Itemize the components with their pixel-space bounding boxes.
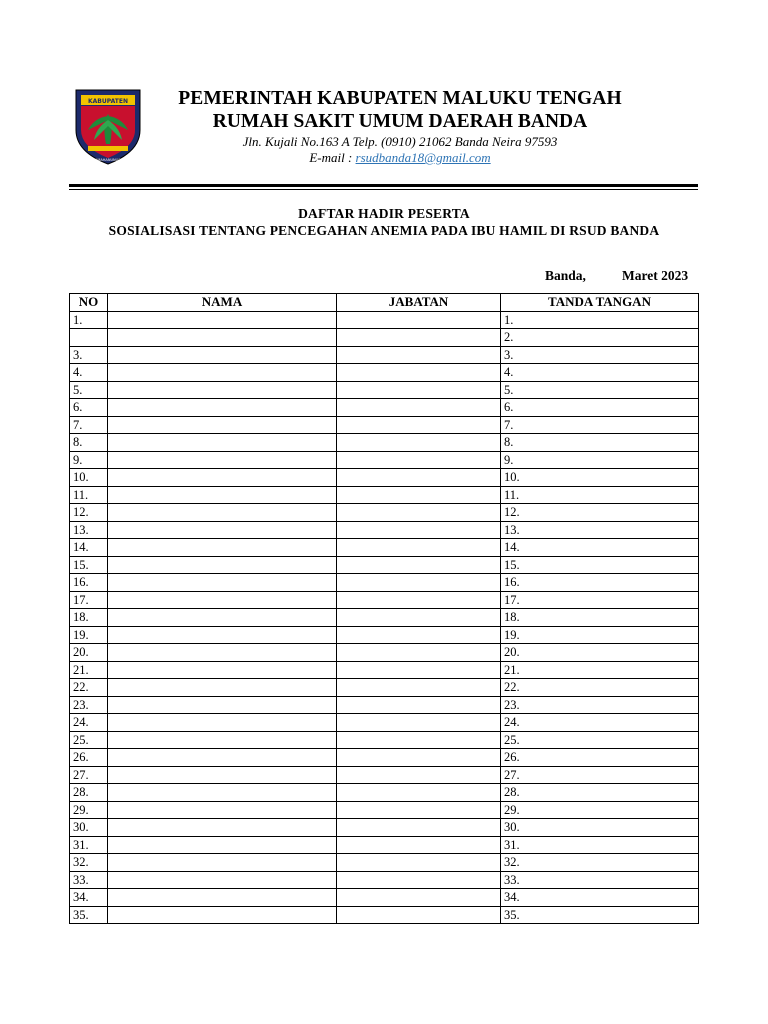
regency-emblem-logo [72, 86, 144, 166]
signature-cell[interactable]: 1. [501, 311, 699, 329]
signature-cell[interactable]: 12. [501, 504, 699, 522]
position-cell[interactable] [337, 364, 501, 382]
government-title: PEMERINTAH KABUPATEN MALUKU TENGAH [178, 88, 622, 109]
signature-cell[interactable]: 20. [501, 644, 699, 662]
table-row [70, 346, 699, 364]
position-cell[interactable] [337, 784, 501, 802]
position-cell[interactable] [337, 451, 501, 469]
signature-cell[interactable]: 8. [501, 434, 699, 452]
position-cell[interactable] [337, 521, 501, 539]
signature-cell[interactable]: 33. [501, 871, 699, 889]
position-cell[interactable] [337, 766, 501, 784]
position-cell[interactable] [337, 889, 501, 907]
signature-cell[interactable]: 29. [501, 801, 699, 819]
table-row [70, 661, 699, 679]
row-number: 28. [70, 784, 108, 802]
row-number [70, 329, 108, 347]
position-cell[interactable] [337, 626, 501, 644]
name-cell[interactable] [108, 889, 337, 907]
table-row [70, 504, 699, 522]
table-row [70, 801, 699, 819]
name-cell[interactable] [108, 311, 337, 329]
position-cell[interactable] [337, 714, 501, 732]
signature-cell[interactable]: 32. [501, 854, 699, 872]
name-cell[interactable] [108, 836, 337, 854]
table-row [70, 451, 699, 469]
email-line [150, 150, 650, 166]
name-cell[interactable] [108, 381, 337, 399]
logo-motto: PAMAHANUNUSA [93, 158, 123, 162]
date-label: Maret 2023 [622, 268, 689, 283]
table-row [70, 679, 699, 697]
signature-cell[interactable]: 25. [501, 731, 699, 749]
name-cell[interactable] [108, 696, 337, 714]
position-cell[interactable] [337, 749, 501, 767]
position-cell[interactable] [337, 801, 501, 819]
row-number: 30. [70, 819, 108, 837]
name-cell[interactable] [108, 469, 337, 487]
attendance-table [69, 293, 699, 924]
row-number: 10. [70, 469, 108, 487]
hospital-title: RUMAH SAKIT UMUM DAERAH BANDA [212, 111, 588, 132]
row-number: 33. [70, 871, 108, 889]
table-row [70, 381, 699, 399]
row-number: 3. [70, 346, 108, 364]
position-cell[interactable] [337, 731, 501, 749]
row-number: 19. [70, 626, 108, 644]
signature-cell[interactable]: 22. [501, 679, 699, 697]
signature-cell[interactable]: 13. [501, 521, 699, 539]
signature-cell[interactable]: 10. [501, 469, 699, 487]
position-cell[interactable] [337, 906, 501, 924]
position-cell[interactable] [337, 434, 501, 452]
row-number: 5. [70, 381, 108, 399]
signature-cell[interactable]: 35. [501, 906, 699, 924]
row-number: 9. [70, 451, 108, 469]
table-row [70, 311, 699, 329]
name-cell[interactable] [108, 539, 337, 557]
table-row [70, 609, 699, 627]
position-cell[interactable] [337, 661, 501, 679]
table-row [70, 539, 699, 557]
row-number: 20. [70, 644, 108, 662]
position-cell[interactable] [337, 819, 501, 837]
name-cell[interactable] [108, 364, 337, 382]
position-cell[interactable] [337, 504, 501, 522]
header-divider-thin [69, 189, 698, 190]
signature-cell[interactable]: 19. [501, 626, 699, 644]
place-label: Banda, [545, 268, 586, 283]
signature-cell[interactable]: 16. [501, 574, 699, 592]
position-cell[interactable] [337, 556, 501, 574]
position-cell[interactable] [337, 836, 501, 854]
position-cell[interactable] [337, 469, 501, 487]
signature-cell[interactable]: 14. [501, 539, 699, 557]
row-number: 31. [70, 836, 108, 854]
position-cell[interactable] [337, 574, 501, 592]
header-jabatan: JABATAN [337, 294, 501, 312]
position-cell[interactable] [337, 871, 501, 889]
table-row [70, 714, 699, 732]
table-row [70, 906, 699, 924]
name-cell[interactable] [108, 504, 337, 522]
table-row [70, 521, 699, 539]
name-cell[interactable] [108, 591, 337, 609]
row-number: 35. [70, 906, 108, 924]
name-cell[interactable] [108, 329, 337, 347]
name-cell[interactable] [108, 854, 337, 872]
name-cell[interactable] [108, 801, 337, 819]
name-cell[interactable] [108, 871, 337, 889]
signature-cell[interactable]: 7. [501, 416, 699, 434]
signature-cell[interactable]: 2. [501, 329, 699, 347]
row-number: 24. [70, 714, 108, 732]
table-row [70, 591, 699, 609]
table-row [70, 399, 699, 417]
signature-cell[interactable]: 11. [501, 486, 699, 504]
position-cell[interactable] [337, 854, 501, 872]
signature-cell[interactable]: 4. [501, 364, 699, 382]
position-cell[interactable] [337, 679, 501, 697]
signature-cell[interactable]: 23. [501, 696, 699, 714]
position-cell[interactable] [337, 311, 501, 329]
table-row [70, 731, 699, 749]
table-row [70, 784, 699, 802]
name-cell[interactable] [108, 714, 337, 732]
position-cell[interactable] [337, 381, 501, 399]
position-cell[interactable] [337, 696, 501, 714]
table-row [70, 871, 699, 889]
signature-cell[interactable]: 18. [501, 609, 699, 627]
table-row [70, 364, 699, 382]
table-row [70, 469, 699, 487]
name-cell[interactable] [108, 416, 337, 434]
position-cell[interactable] [337, 539, 501, 557]
name-cell[interactable] [108, 556, 337, 574]
row-number: 13. [70, 521, 108, 539]
position-cell[interactable] [337, 329, 501, 347]
name-cell[interactable] [108, 609, 337, 627]
signature-cell[interactable]: 28. [501, 784, 699, 802]
row-number: 27. [70, 766, 108, 784]
position-cell[interactable] [337, 591, 501, 609]
table-row [70, 749, 699, 767]
row-number: 32. [70, 854, 108, 872]
signature-cell[interactable]: 26. [501, 749, 699, 767]
signature-cell[interactable]: 15. [501, 556, 699, 574]
document-subtitle: SOSIALISASI TENTANG PENCEGAHAN ANEMIA PADA IBU HAMIL DI RSUD BANDA [108, 223, 660, 238]
table-row [70, 819, 699, 837]
document-title: DAFTAR HADIR PESERTA [298, 206, 470, 221]
table-row [70, 434, 699, 452]
position-cell[interactable] [337, 399, 501, 417]
email-link[interactable]: rsudbanda18@gmail.com [355, 150, 491, 165]
position-cell[interactable] [337, 416, 501, 434]
row-number: 29. [70, 801, 108, 819]
position-cell[interactable] [337, 609, 501, 627]
name-cell[interactable] [108, 399, 337, 417]
row-number: 16. [70, 574, 108, 592]
name-cell[interactable] [108, 749, 337, 767]
row-number: 11. [70, 486, 108, 504]
row-number: 8. [70, 434, 108, 452]
row-number: 14. [70, 539, 108, 557]
name-cell[interactable] [108, 644, 337, 662]
row-number: 18. [70, 609, 108, 627]
signature-cell[interactable]: 3. [501, 346, 699, 364]
table-row [70, 626, 699, 644]
name-cell[interactable] [108, 521, 337, 539]
table-row [70, 766, 699, 784]
header-tanda-tangan: TANDA TANGAN [501, 294, 699, 312]
row-number: 22. [70, 679, 108, 697]
row-number: 34. [70, 889, 108, 907]
header-no: NO [70, 294, 108, 312]
row-number: 1. [70, 311, 108, 329]
signature-cell[interactable]: 5. [501, 381, 699, 399]
name-cell[interactable] [108, 906, 337, 924]
signature-cell[interactable]: 30. [501, 819, 699, 837]
header-nama: NAMA [108, 294, 337, 312]
name-cell[interactable] [108, 784, 337, 802]
name-cell[interactable] [108, 819, 337, 837]
signature-cell[interactable]: 24. [501, 714, 699, 732]
table-row [70, 696, 699, 714]
name-cell[interactable] [108, 661, 337, 679]
position-cell[interactable] [337, 644, 501, 662]
name-cell[interactable] [108, 486, 337, 504]
table-row [70, 486, 699, 504]
row-number: 17. [70, 591, 108, 609]
table-row [70, 329, 699, 347]
name-cell[interactable] [108, 731, 337, 749]
name-cell[interactable] [108, 626, 337, 644]
row-number: 15. [70, 556, 108, 574]
name-cell[interactable] [108, 766, 337, 784]
signature-cell[interactable]: 17. [501, 591, 699, 609]
address-line: Jln. Kujali No.163 A Telp. (0910) 21062 Banda Neira 97593 [242, 134, 558, 149]
row-number: 6. [70, 399, 108, 417]
table-row [70, 556, 699, 574]
name-cell[interactable] [108, 574, 337, 592]
attendance-rows [70, 311, 699, 924]
table-row [70, 889, 699, 907]
row-number: 25. [70, 731, 108, 749]
name-cell[interactable] [108, 346, 337, 364]
signature-cell[interactable]: 6. [501, 399, 699, 417]
table-row [70, 416, 699, 434]
name-cell[interactable] [108, 451, 337, 469]
row-number: 12. [70, 504, 108, 522]
row-number: 26. [70, 749, 108, 767]
row-number: 21. [70, 661, 108, 679]
table-row [70, 644, 699, 662]
table-header-row [70, 294, 699, 312]
signature-cell[interactable]: 34. [501, 889, 699, 907]
header-divider-thick [69, 184, 698, 187]
position-cell[interactable] [337, 486, 501, 504]
logo-lettering: KABUPATEN [88, 98, 128, 105]
name-cell[interactable] [108, 679, 337, 697]
signature-cell[interactable]: 9. [501, 451, 699, 469]
name-cell[interactable] [108, 434, 337, 452]
signature-cell[interactable]: 31. [501, 836, 699, 854]
signature-cell[interactable]: 21. [501, 661, 699, 679]
signature-cell[interactable]: 27. [501, 766, 699, 784]
row-number: 4. [70, 364, 108, 382]
table-row [70, 574, 699, 592]
row-number: 7. [70, 416, 108, 434]
table-row [70, 854, 699, 872]
table-row [70, 836, 699, 854]
email-label: E-mail : [309, 150, 356, 165]
row-number: 23. [70, 696, 108, 714]
position-cell[interactable] [337, 346, 501, 364]
